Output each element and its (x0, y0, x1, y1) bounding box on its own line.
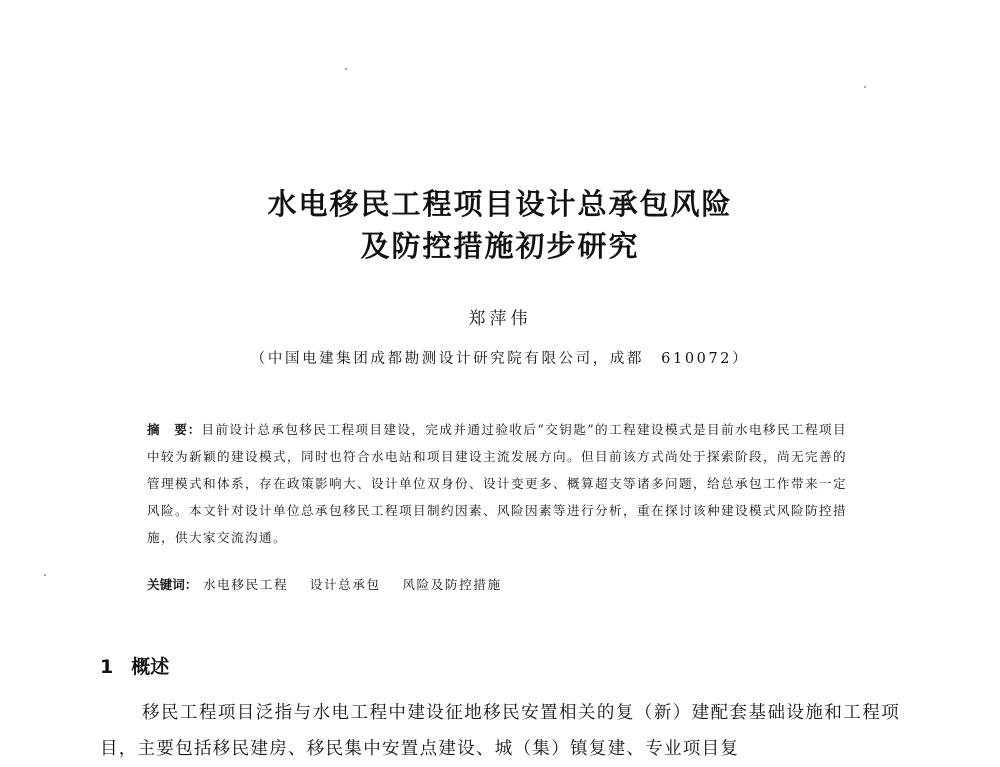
body-paragraph: 移民工程项目泛指与水电工程中建设征地移民安置相关的复（新）建配套基础设施和工程项目，主要包括移民建房、移民集中安置点建设、城（集）镇复建、专业项目复 (100, 703, 900, 759)
scan-speck (44, 574, 46, 576)
keyword: 风险及防控措施 (402, 577, 502, 592)
abstract-text: 目前设计总承包移民工程项目建设，完成并通过验收后“交钥匙”的工程建设模式是目前水电移民工程项目中较为新颖的建设模式，同时也符合水电站和项目建设主流发展方向。但目前该方式尚处于探索阶段，尚无完善的管理模式和体系，存在政策影响大、设计单位双身份、设计变更多、概算超支等诸多问题，给总承包工作带来一定风险。本文针对设计单位总承包移民工程项目制约因素、风险因素等进行分析，重在探讨该种建设模式风险防控措施，供大家交流沟通。 (147, 422, 848, 545)
keyword: 水电移民工程 (202, 577, 289, 592)
author-affiliation: （中国电建集团成都勘测设计研究院有限公司，成都 610072） (250, 351, 750, 367)
scan-speck (864, 86, 866, 88)
abstract-label: 摘 要： (147, 422, 202, 437)
keywords (147, 574, 847, 593)
paper-title-line1: 水电移民工程项目设计总承包风险 (267, 187, 733, 221)
section-heading (100, 652, 169, 679)
keywords-label: 关键词： (147, 577, 198, 592)
keyword: 设计总承包 (309, 577, 381, 592)
paper-title-line2: 及防控措施初步研究 (360, 229, 640, 263)
abstract (147, 416, 847, 551)
section-title: 概述 (131, 656, 170, 678)
author-name: 郑萍伟 (468, 309, 532, 329)
section-number: 1 (100, 656, 114, 678)
scan-speck (345, 68, 347, 70)
